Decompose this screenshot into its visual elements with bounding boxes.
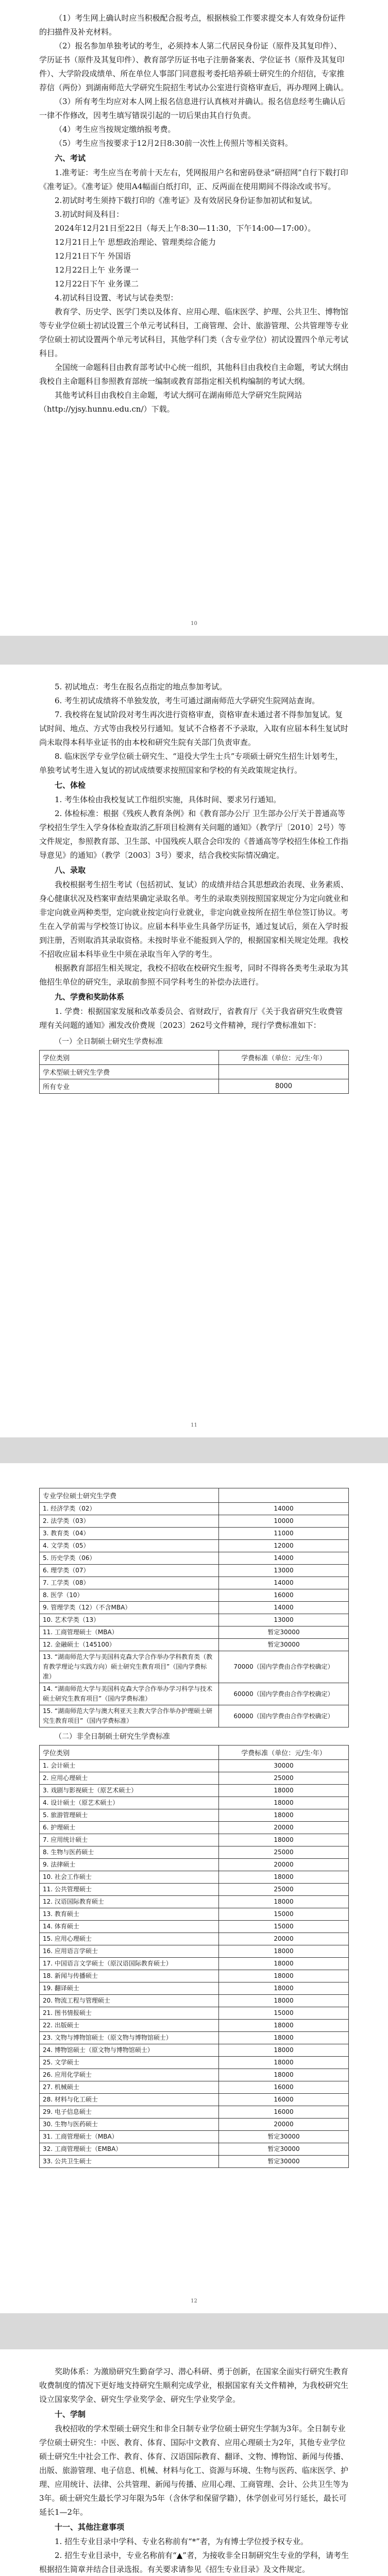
row-label: 15. 应用心理硕士: [40, 1933, 219, 1945]
table-row: [40, 1982, 349, 1995]
row-label: 25. 文学硕士: [40, 2057, 219, 2069]
table-row: [40, 1651, 349, 1683]
table-row: [40, 1552, 349, 1565]
row-value: 25000: [219, 1772, 349, 1785]
table-row: [40, 1921, 349, 1933]
row-label: 2. 应用心理硕士: [40, 1772, 219, 1785]
table-header: 学位类别: [40, 1745, 219, 1760]
row-label: 17. 中国语言文学硕士（原汉语国际教育硕士）: [40, 1958, 219, 1970]
row-label: 32. 工商管理硕士（EMBA）: [40, 2143, 219, 2156]
row-value: 70000（国内学费由合作学校确定）: [219, 1651, 349, 1683]
row-value: 11000: [219, 1528, 349, 1540]
paragraph: （2）报名参加单独考试的考生，必须持本人第二代居民身份证（原件及其复印件）、学历证书（原件及其复印件）、教育部学历证书电子注册备案表、学位证书（原件及其复印件）、大学阶段成绩单、所在单位人事部门同意报考委托培养硕士研究生的介绍信，专家推荐信（两份）到湖南师范大学研究生院招生考试办公室进行资格审查后，再办理网上确认。: [39, 41, 349, 92]
section-exam-cont: [39, 665, 349, 777]
page-number: 11: [191, 1422, 197, 1428]
table-row: [40, 1859, 349, 1871]
table-row: [40, 2131, 349, 2143]
row-value: 12000: [219, 1540, 349, 1552]
paragraph: （5）考生应当按要求于12月2日8:30前一次性上传照片等相关资料。: [55, 139, 293, 148]
row-label: 13. “湖南师范大学与美国科克森大学合作举办学科教育类（教育教学理论与实践方向）硕士研究生教育项目”（国内学费标准）: [40, 1651, 219, 1683]
section-scholarship: [39, 2349, 349, 2406]
row-value: 8000: [219, 1079, 349, 1094]
paragraph: （1）考生网上确认时应当积极配合报考点，根据核验工作要求提交本人有效身份证件的扫描件及补充材料。: [39, 13, 346, 37]
row-value: 16000: [219, 2081, 349, 2094]
table-row: [40, 2081, 349, 2094]
table-row: [40, 1970, 349, 1982]
table-row: [40, 1626, 349, 1639]
row-value: 18000: [219, 1797, 349, 1809]
row-label: 6. 护理硕士: [40, 1822, 219, 1834]
paragraph: 12月21日下午 外国语: [55, 251, 131, 261]
row-value: 60000（国内学费由合作学校确定）: [219, 1705, 349, 1727]
row-value: 14000: [219, 1602, 349, 1614]
row-value: 18000: [219, 1995, 349, 2007]
paragraph: 4.初试科目设置、考试与试卷类型：: [55, 293, 178, 302]
row-label: 10. 艺术学类（13）: [40, 1614, 219, 1626]
row-label: 4. 文学类（05）: [40, 1540, 219, 1552]
table-row: [40, 2119, 349, 2131]
section-tuition-body: [39, 1005, 349, 1032]
row-label: 11. 工商管理硕士（MBA）: [40, 1626, 219, 1639]
heading-schooling: 十、学制: [55, 2410, 86, 2419]
paragraph: 6. 考生初试成绩将不单独发放，考生可通过湖南师范大学研究生院网站查询。: [55, 696, 320, 705]
row-value: 15000: [219, 1921, 349, 1933]
row-label: 16. 应用语言学硕士: [40, 1945, 219, 1958]
row-value: 20000: [219, 1933, 349, 1945]
row-label: 28. 材料与化工硕士: [40, 2094, 219, 2106]
table1-title: （一）全日制硕士研究生学费标准: [55, 1038, 163, 1046]
row-label: 6. 理学类（07）: [40, 1565, 219, 1577]
row-label: 30. 生物与医药硕士: [40, 2119, 219, 2131]
section-physical-body: [39, 793, 349, 862]
table-row: [40, 1565, 349, 1577]
heading-notes: 十一、其他注意事项: [55, 2522, 125, 2532]
row-value: 18000: [219, 1958, 349, 1970]
row-value: 16000: [219, 2106, 349, 2119]
table-row: [40, 1079, 349, 1094]
table-row: [40, 2106, 349, 2119]
row-label: 12. 金融硕士（145100）: [40, 1639, 219, 1651]
table-row: [40, 1884, 349, 1896]
row-value: 18000: [219, 2069, 349, 2081]
paragraph: 1. 考生体检由我校复试工作组织实施，具体时间、要求另行通知。: [55, 795, 281, 804]
row-label: 15. “湖南师范大学与澳大利亚天主教大学合作举办护理硕士研究生教育项目”（国内学费标准）: [40, 1705, 219, 1727]
row-value: 18000: [219, 2020, 349, 2032]
table-row: [40, 1772, 349, 1785]
table-row: [40, 1945, 349, 1958]
row-label: 22. 出版硕士: [40, 2020, 219, 2032]
page-13: [0, 2349, 388, 2576]
row-value: 暂定30000: [219, 1639, 349, 1651]
row-label: 1. 经济学类（02）: [40, 1503, 219, 1515]
row-value: 18000: [219, 1945, 349, 1958]
table-row: [40, 1589, 349, 1602]
paragraph: 1. 学费：根据国家发展和改革委员会、省财政厅，省教育厅《关于我省研究生收费管理有关问题的通知》湘发改价费规〔2023〕262号文件精神，现行学费标准如下：: [39, 1007, 343, 1030]
row-label: 27. 机械硕士: [40, 2081, 219, 2094]
row-label: 14. “湖南师范大学与美国科克森大学合作举办学习科学与技术硕士研究生教育项目”（国内学费标准）: [40, 1683, 219, 1705]
row-label: 11. 公共管理硕士: [40, 1884, 219, 1896]
row-label: 7. 工学类（08）: [40, 1577, 219, 1589]
table-row: [40, 2020, 349, 2032]
row-value: 18000: [219, 1896, 349, 1908]
table-header: 专业学位硕士研究生学费: [40, 1488, 219, 1503]
table-header: 学位类别: [40, 1050, 219, 1065]
heading-exam: 六、考试: [55, 154, 86, 163]
paragraph: 我校招收的学术型硕士研究生和非全日制专业学位硕士研究生学制为3年。全日制专业学位硕士研究生：中医、教育、体育、国际中文教育、应用心理硕士为2年，其他专业学位硕士研究生中社会工作、教育、体育、汉语国际教育、翻译、文物、博物馆、新闻与传播、出版、旅游管理、电子信息、机械、材料与化工、资源与环境、生物与医药、临床医学、护理、应用统计、法律、公共管理、新闻与传播、应用心理、工商管理、会计、公共卫生等为3年。硕士研究生最长学习年限为5年（含休学和保留学籍），休学创业可另行延长，最长可延长1—2年。: [39, 2424, 349, 2517]
row-label: 9. 法律硕士: [40, 1859, 219, 1871]
section-confirmation: [39, 0, 349, 150]
section-notes-body: [39, 2535, 349, 2576]
paragraph: （3）所有考生均应对本人网上报名信息进行认真核对并确认。报名信息经考生确认后一律不作修改，因考生填写错误引起的一切后果由其自行负责。: [39, 97, 346, 120]
row-value: 60000（国内学费由合作学校确定）: [219, 1683, 349, 1705]
paragraph: 12月21日上午 思想政治理论、管理类综合能力: [55, 238, 216, 247]
paragraph: （4）考生应当按规定缴纳报考费。: [55, 125, 176, 134]
paragraph: 根据教育部招生相关规定，我校不招收在校研究生报考，同时不得将各类考生录取为其他招生单位的研究生，录取前参照不同学科考生的补偿办法进行。: [39, 963, 349, 987]
tuition-table-professional: [39, 1488, 349, 1727]
row-value: 20000: [219, 1859, 349, 1871]
row-label: 8. 生物与医药硕士: [40, 1846, 219, 1859]
paragraph: 我校根据考生招生考试（包括初试、复试）的成绩并结合其思想政治表现、业务素质、身心健康状况及档案审查结果确定录取名单。考生的录取类别按照国家规定分为定向就业和非定向就业两种类型，定向就业按定向行业就业，非定向就业按所在招生单位签订协议。考生在入学前需与学校签订协议。应届本科毕业生具备学历证书，通过复试后，须在入学时报到注册，否则取消其录取资格。未按时毕业不能报到入学的，根据国家相关规定处理。我校不招收应届本科毕业生中须在录取当年入学的考生。: [39, 880, 349, 959]
paragraph: 2.初试时考生须持下载打印的《准考证》及有效居民身份证参加初试和复试。: [55, 196, 317, 205]
row-label: 19. 翻译硕士: [40, 1982, 219, 1995]
table-row: [40, 2069, 349, 2081]
row-label: 21. 图书情报硕士: [40, 2007, 219, 2020]
heading-tuition: 九、学费和奖助体系: [55, 992, 125, 1002]
row-label: 12. 汉语国际教育硕士: [40, 1896, 219, 1908]
table-row: [40, 1683, 349, 1705]
page-10: [0, 0, 388, 636]
table-row: [40, 1846, 349, 1859]
row-value: 13000: [219, 1614, 349, 1626]
table-row: [40, 1065, 349, 1079]
paragraph: 12月22日下午 业务课二: [55, 279, 139, 289]
page-11: [0, 665, 388, 1437]
table-row: [40, 1515, 349, 1528]
row-label: 10. 社会工作硕士: [40, 1871, 219, 1884]
table-row: [40, 1958, 349, 1970]
table-row: [40, 1540, 349, 1552]
row-value: 15000: [219, 2007, 349, 2020]
row-label: 8. 医学（10）: [40, 1589, 219, 1602]
paragraph: 2. 体检标准：根据《残疾人教育条例》和《教育部办公厅 卫生部办公厅关于普通高等学校招生学生入学身体检查取消乙肝项目检测有关问题的通知》（教学厅〔2010〕2号）等文件规定，参照教育部、卫生部、中国残疾人联合会印发的《普通高等学校招生体检工作指导意见》的通知》（教学〔2003〕3号）要求，结合我校实际情况确定。: [39, 809, 349, 860]
row-value: 18000: [219, 2057, 349, 2069]
page-number: 10: [191, 621, 197, 626]
page-number: 12: [191, 2298, 197, 2304]
row-label: 5. 历史学类（06）: [40, 1552, 219, 1565]
section-admission-body: [39, 878, 349, 989]
row-value: 14000: [219, 1503, 349, 1515]
row-value: 暂定30000: [219, 1626, 349, 1639]
row-label: 3. 戏剧与影视硕士（原艺术硕士）: [40, 1785, 219, 1797]
row-label: 29. 电子信息硕士: [40, 2106, 219, 2119]
paragraph: 教育学、历史学、医学门类以及体育、应用心理、临床医学、护理、公共卫生、博物馆等专业学位硕士初试设置三个单元考试科目，工商管理、会计、旅游管理、公共管理等专业学位硕士初试设置两个单元考试科目，其他学科门类（含专业学位）初试设置四个单元考试科目。: [39, 307, 349, 358]
paragraph: 2. 招生专业目录中，专业名称前有“▲”者，为接收非全日制研究生专业的学科，请考生根据招生简章并结合目录选报。有关要求请参见《招生专业目录》及文件规定。: [39, 2551, 349, 2574]
row-value: 14000: [219, 1552, 349, 1565]
row-value: 13000: [219, 1565, 349, 1577]
page-12: [0, 1463, 388, 2313]
row-label: 7. 应用统计硕士: [40, 1834, 219, 1846]
table-row: [40, 1760, 349, 1772]
table-row: [40, 2156, 349, 2168]
row-value: 30000: [219, 1760, 349, 1772]
table-row: [40, 1785, 349, 1797]
paragraph: 8. 临床医学专业学位硕士研究生、“退役大学生士兵”专项硕士研究生招生计划考生，单独考试考生进入复试的初试成绩要求按照国家和学校的有关政策规定执行。: [39, 752, 343, 775]
row-value: [219, 1065, 349, 1079]
paragraph: 其他考试科目由我校自主命题，考试大纲可在湖南师范大学研究生院网站（http://yjsy.hunnu.edu.cn/）下载。: [39, 391, 302, 414]
paragraph: 全国统一命题科目由教育部考试中心统一组织，其他科目由我校自主命题，考试大纲由我校自主命题科目参照教育部统一编制或教育部指定相关机构编制的考试大纲。: [39, 363, 349, 386]
row-value: 暂定30000: [219, 2156, 349, 2168]
paragraph: 3.初试时间及科目：: [55, 210, 124, 219]
row-label: 33. 公共卫生硕士: [40, 2156, 219, 2168]
table-header: 学费标准（单位：元/生·年）: [219, 1745, 349, 1760]
paragraph: 5. 初试地点：考生在报名点指定的地点参加考试。: [55, 682, 227, 691]
table-row: [40, 2057, 349, 2069]
row-value: 15000: [219, 1908, 349, 1921]
table-row: [40, 1871, 349, 1884]
paragraph: 7. 我校将在复试阶段对考生再次进行资格审查，资格审查未通过者不得参加复试。复试时间、地点、方式等由我校另行通知。复试不合格者不予录取，入取有应届本科生复试时尚未取得本科毕业证书的由本校和研究生院有关部门负责审查。: [39, 710, 349, 747]
table-row: [40, 1834, 349, 1846]
row-label: 5. 旅游管理硕士: [40, 1809, 219, 1822]
row-value: 16000: [219, 2094, 349, 2106]
row-label: 31. 工商管理硕士（MBA）: [40, 2131, 219, 2143]
row-label: 24. 博物馆硕士（原文物与博物馆硕士）: [40, 2044, 219, 2057]
table-row: [40, 2007, 349, 2020]
row-value: 18000: [219, 1982, 349, 1995]
row-label: 18. 新闻与传播硕士: [40, 1970, 219, 1982]
table-row: [40, 1809, 349, 1822]
row-label: 14. 体育硕士: [40, 1921, 219, 1933]
row-value: 暂定30000: [219, 2131, 349, 2143]
paragraph: 12月22日上午 业务课一: [55, 265, 139, 275]
table-row: [40, 1822, 349, 1834]
row-value: 18000: [219, 2044, 349, 2057]
table-row: [40, 1933, 349, 1945]
table-row: [40, 2143, 349, 2156]
row-value: 20000: [219, 2119, 349, 2131]
row-label: 1. 会计硕士: [40, 1760, 219, 1772]
row-value: 10000: [219, 1515, 349, 1528]
table-row: [40, 1705, 349, 1727]
row-label: 所有专业: [40, 1079, 219, 1094]
heading-physical-exam: 七、体检: [55, 781, 86, 790]
row-label: 26. 应用化学硕士: [40, 2069, 219, 2081]
row-label: 2. 法学类（03）: [40, 1515, 219, 1528]
row-value: 20000: [219, 1822, 349, 1834]
section-exam-body: [39, 166, 349, 416]
table-row: [40, 1503, 349, 1515]
table-header: 学费标准（单位：元/生·年）: [219, 1050, 349, 1065]
table-row: [40, 2032, 349, 2044]
row-value: 14000: [219, 1577, 349, 1589]
heading-admission: 八、录取: [55, 866, 86, 875]
row-value: 暂定30000: [219, 2143, 349, 2156]
table3-title: （二）非全日制硕士研究生学费标准: [55, 1733, 170, 1741]
paragraph: 2024年12月21日至22日（每天上午8:30—11:30，下午14:00—17:00）。: [55, 224, 316, 233]
table-row: [40, 2044, 349, 2057]
row-value: 25000: [219, 1884, 349, 1896]
table-row: [40, 1896, 349, 1908]
row-label: 23. 文物与博物馆硕士（原文物与博物馆硕士）: [40, 2032, 219, 2044]
paragraph: 奖助体系：为激励研究生勤奋学习、潜心科研、勇于创新，在国家全面实行研究生教育收费制度的情况下更好地支持研究生顺利完成学业，根据国家有关文件精神，为我校研究生设立国家奖学金、研究生学业奖学金、研究生学业奖学金。: [39, 2367, 349, 2404]
row-value: 25000: [219, 1846, 349, 1859]
row-label: 3. 教育类（04）: [40, 1528, 219, 1540]
table-row: [40, 1528, 349, 1540]
table-row: [40, 2094, 349, 2106]
row-value: 18000: [219, 2032, 349, 2044]
row-label: 学术型硕士研究生学费: [40, 1065, 219, 1079]
table-row: [40, 1577, 349, 1589]
row-label: 20. 物流工程与管理硕士: [40, 1995, 219, 2007]
row-label: 13. 教育硕士: [40, 1908, 219, 1921]
tuition-table-parttime: [39, 1745, 349, 2168]
row-value: 18000: [219, 1785, 349, 1797]
tuition-table-academic: [39, 1050, 349, 1094]
row-value: 18000: [219, 1970, 349, 1982]
row-value: 18000: [219, 1834, 349, 1846]
table-row: [40, 1797, 349, 1809]
paragraph: 1.准考证：考生应当在考前十天左右，凭网报用户名和密码登录“研招网”自行下载打印《准考证》。《准考证》使用A4幅面白纸打印，正、反两面在使用期间不得涂改或书写。: [39, 168, 348, 191]
section-schooling-body: [39, 2422, 349, 2519]
table-row: [40, 1639, 349, 1651]
table-row: [40, 1602, 349, 1614]
row-label: 4. 设计硕士（原艺术硕士）: [40, 1797, 219, 1809]
row-value: 18000: [219, 1871, 349, 1884]
table-header: [219, 1488, 349, 1503]
table-row: [40, 1908, 349, 1921]
row-value: 16000: [219, 1589, 349, 1602]
row-label: 9. 管理学类（12）（不含MBA）: [40, 1602, 219, 1614]
row-value: 18000: [219, 1809, 349, 1822]
paragraph: 1. 招生专业目录中学科、专业名称前有“*”者，为有博士学位授予权专业。: [55, 2537, 308, 2546]
table-row: [40, 1614, 349, 1626]
table-row: [40, 1995, 349, 2007]
